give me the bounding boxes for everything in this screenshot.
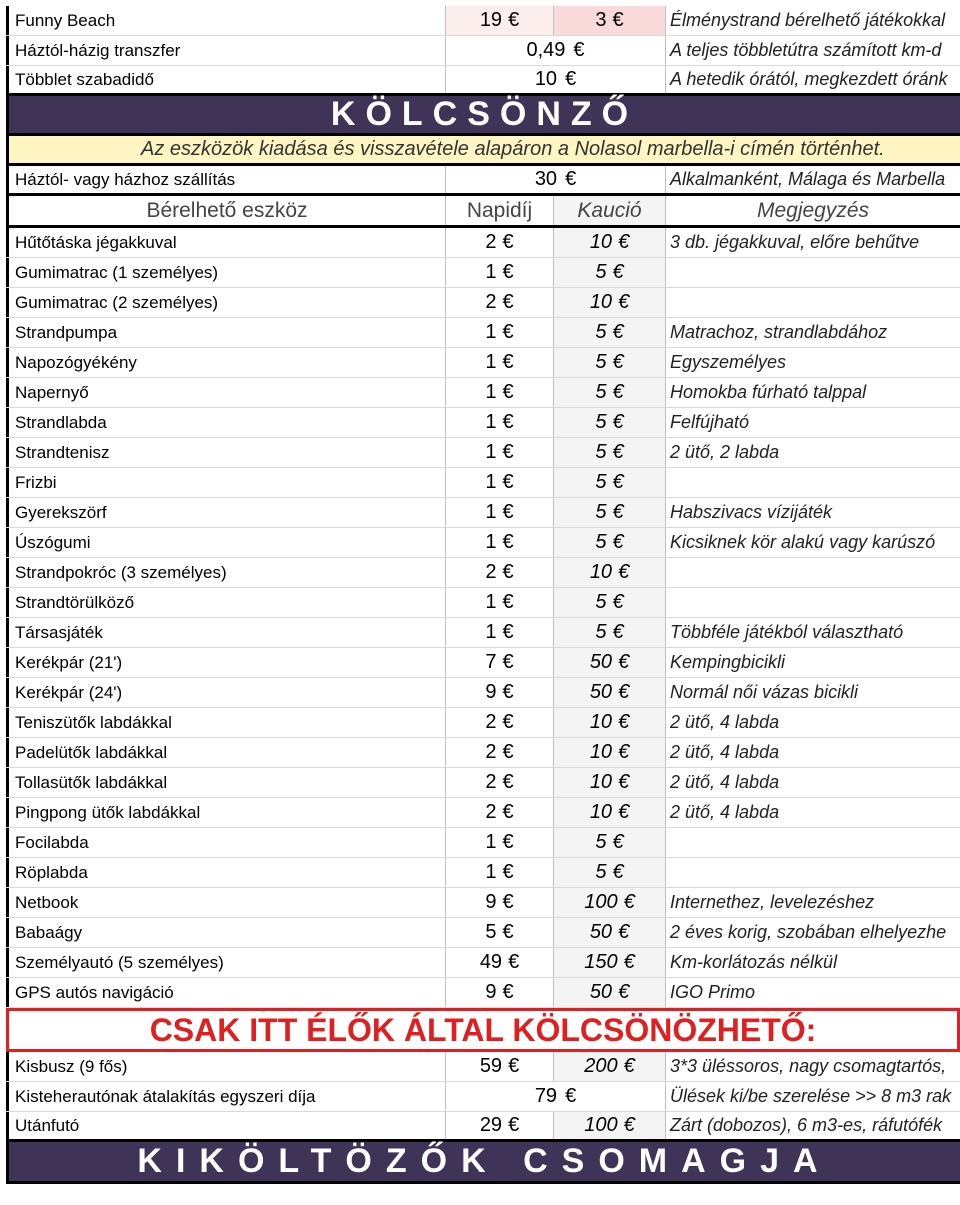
- note-cell: Zárt (dobozos), 6 m3-es, ráfutófék: [670, 1115, 943, 1135]
- deposit-value: 10: [589, 741, 613, 763]
- deposit-value: 5: [595, 471, 607, 493]
- euro-sign: €: [612, 861, 624, 883]
- note-cell: [666, 288, 960, 317]
- euro-sign: €: [502, 861, 514, 883]
- euro-sign: €: [508, 1114, 520, 1136]
- item-name: Kerékpár (21'): [6, 648, 446, 677]
- price-cell: [446, 588, 554, 617]
- deposit-cell: [554, 228, 666, 257]
- price-cell: [446, 558, 554, 587]
- item-name: Gyerekszörf: [6, 498, 446, 527]
- header-price: Napidíj: [446, 196, 554, 225]
- deposit-value: 10: [589, 711, 613, 733]
- price-cell: [446, 648, 554, 677]
- price-cell: [446, 768, 554, 797]
- note-cell: Normál női vázas bicikli: [670, 682, 859, 702]
- note-cell: 2 ütő, 4 labda: [670, 742, 780, 762]
- euro-sign: €: [573, 39, 585, 61]
- deposit-value: 10: [589, 231, 613, 253]
- deposit-value: 3: [595, 9, 607, 31]
- deposit-cell: [554, 408, 666, 437]
- price-cell: [446, 1112, 554, 1139]
- table-row: [6, 678, 960, 708]
- note-cell: A hetedik órától, megkezdett óránk: [670, 69, 948, 89]
- deposit-value: 10: [589, 561, 613, 583]
- note-cell: 2 ütő, 4 labda: [670, 772, 780, 792]
- euro-sign: €: [502, 231, 514, 253]
- euro-sign: €: [612, 621, 624, 643]
- price-value: 1: [485, 321, 497, 343]
- item-name: Strandlabda: [6, 408, 446, 437]
- item-name: Napozógyékény: [6, 348, 446, 377]
- item-name: Többlet szabadidő: [6, 66, 446, 93]
- euro-sign: €: [618, 681, 630, 703]
- note-cell: [666, 828, 960, 857]
- euro-sign: €: [502, 441, 514, 463]
- euro-sign: €: [502, 981, 514, 1003]
- euro-sign: €: [502, 831, 514, 853]
- item-name: Úszógumi: [6, 528, 446, 557]
- deposit-value: 100: [584, 891, 618, 913]
- euro-sign: €: [502, 351, 514, 373]
- price-value: 0,49: [526, 39, 566, 61]
- table-row: [6, 438, 960, 468]
- euro-sign: €: [502, 591, 514, 613]
- rental-table-header: [6, 196, 960, 228]
- item-name: Háztól- vagy házhoz szállítás: [6, 166, 446, 193]
- deposit-cell: [554, 738, 666, 767]
- table-row: [6, 588, 960, 618]
- table-row: [6, 828, 960, 858]
- deposit-cell: [554, 858, 666, 887]
- price-cell: [446, 888, 554, 917]
- price-value: 19: [479, 9, 503, 31]
- rental-items-list: [6, 228, 960, 1008]
- deposit-value: 200: [584, 1055, 618, 1077]
- euro-sign: €: [612, 831, 624, 853]
- row-minibus: [6, 1052, 960, 1082]
- price-value: 2: [485, 291, 497, 313]
- price-cell: [446, 858, 554, 887]
- price-value: 2: [485, 711, 497, 733]
- price-value: 9: [485, 891, 497, 913]
- deposit-cell: [554, 348, 666, 377]
- euro-sign: €: [618, 711, 630, 733]
- deposit-cell: [554, 378, 666, 407]
- deposit-cell: [554, 888, 666, 917]
- euro-sign: €: [612, 261, 624, 283]
- price-value: 29: [479, 1114, 503, 1136]
- euro-sign: €: [502, 741, 514, 763]
- item-name: Padelütők labdákkal: [6, 738, 446, 767]
- deposit-cell: [554, 798, 666, 827]
- price-cell: [446, 528, 554, 557]
- deposit-value: 5: [595, 831, 607, 853]
- euro-sign: €: [502, 471, 514, 493]
- deposit-value: 5: [595, 261, 607, 283]
- item-name: Frizbi: [6, 468, 446, 497]
- item-name: Funny Beach: [6, 6, 446, 35]
- euro-sign: €: [508, 1055, 520, 1077]
- rental-section-title: KÖLCSÖNZŐ: [6, 96, 960, 136]
- euro-sign: €: [565, 168, 577, 190]
- locals-only-title: CSAK ITT ÉLŐK ÁLTAL KÖLCSÖNÖZHETŐ:: [6, 1008, 960, 1052]
- deposit-cell: [554, 318, 666, 347]
- item-name: Strandtörülköző: [6, 588, 446, 617]
- item-name: Pingpong ütők labdákkal: [6, 798, 446, 827]
- deposit-value: 5: [595, 441, 607, 463]
- euro-sign: €: [618, 561, 630, 583]
- price-value: 1: [485, 861, 497, 883]
- merged-price-cell: [446, 66, 666, 93]
- price-value: 2: [485, 801, 497, 823]
- deposit-cell: [554, 948, 666, 977]
- euro-sign: €: [623, 1055, 635, 1077]
- price-cell: [446, 498, 554, 527]
- item-name: Hűtőtáska jégakkuval: [6, 228, 446, 257]
- note-cell: Élménystrand bérelhető játékokkal: [670, 10, 946, 30]
- deposit-cell: [554, 588, 666, 617]
- table-row: [6, 618, 960, 648]
- euro-sign: €: [612, 351, 624, 373]
- deposit-value: 5: [595, 621, 607, 643]
- deposit-cell: [554, 648, 666, 677]
- euro-sign: €: [502, 411, 514, 433]
- item-name: Tollasütők labdákkal: [6, 768, 446, 797]
- deposit-value: 5: [595, 861, 607, 883]
- note-cell: 2 ütő, 4 labda: [670, 802, 780, 822]
- euro-sign: €: [508, 9, 520, 31]
- price-value: 2: [485, 771, 497, 793]
- table-row: [6, 348, 960, 378]
- price-cell: [446, 618, 554, 647]
- note-cell: A teljes többletútra számított km-d: [670, 40, 942, 60]
- price-value: 9: [485, 681, 497, 703]
- note-cell: 3 db. jégakkuval, előre behűtve: [670, 232, 920, 252]
- euro-sign: €: [502, 801, 514, 823]
- price-cell: [446, 318, 554, 347]
- price-cell: [446, 288, 554, 317]
- price-value: 79: [534, 1085, 558, 1107]
- item-name: Netbook: [6, 888, 446, 917]
- euro-sign: €: [502, 681, 514, 703]
- euro-sign: €: [502, 501, 514, 523]
- deposit-value: 5: [595, 501, 607, 523]
- moving-package-title: KIKÖLTÖZŐK CSOMAGJA: [6, 1142, 960, 1184]
- price-value: 1: [485, 591, 497, 613]
- deposit-cell: [554, 498, 666, 527]
- price-value: 9: [485, 981, 497, 1003]
- item-name: Strandtenisz: [6, 438, 446, 467]
- item-name: Babaágy: [6, 918, 446, 947]
- merged-price-cell: [446, 1082, 666, 1111]
- deposit-value: 50: [589, 981, 613, 1003]
- deposit-cell: [554, 438, 666, 467]
- merged-price-cell: [446, 36, 666, 65]
- euro-sign: €: [623, 1114, 635, 1136]
- euro-sign: €: [502, 891, 514, 913]
- price-cell: [446, 228, 554, 257]
- deposit-value: 5: [595, 531, 607, 553]
- deposit-cell: [554, 828, 666, 857]
- price-value: 2: [485, 561, 497, 583]
- euro-sign: €: [612, 471, 624, 493]
- note-cell: Km-korlátozás nélkül: [670, 952, 838, 972]
- price-cell: [446, 828, 554, 857]
- price-cell: [446, 258, 554, 287]
- euro-sign: €: [612, 591, 624, 613]
- item-name: Röplabda: [6, 858, 446, 887]
- item-name: Háztól-házig transzfer: [6, 36, 446, 65]
- item-name: Személyautó (5 személyes): [6, 948, 446, 977]
- euro-sign: €: [612, 501, 624, 523]
- deposit-cell: [554, 768, 666, 797]
- table-row: [6, 468, 960, 498]
- table-row: [6, 708, 960, 738]
- deposit-value: 50: [589, 921, 613, 943]
- row-trailer: [6, 1112, 960, 1142]
- euro-sign: €: [612, 411, 624, 433]
- price-value: 1: [485, 501, 497, 523]
- deposit-cell: [554, 528, 666, 557]
- note-cell: [666, 858, 960, 887]
- row-van-conversion: [6, 1082, 960, 1112]
- item-name: Utánfutó: [6, 1112, 446, 1139]
- deposit-cell: [554, 288, 666, 317]
- price-cell: [446, 918, 554, 947]
- price-cell: [446, 948, 554, 977]
- euro-sign: €: [502, 261, 514, 283]
- deposit-value: 50: [589, 681, 613, 703]
- note-cell: IGO Primo: [670, 982, 756, 1002]
- deposit-value: 50: [589, 651, 613, 673]
- price-value: 49: [479, 951, 503, 973]
- deposit-cell: [554, 6, 666, 35]
- euro-sign: €: [508, 951, 520, 973]
- table-row: [6, 948, 960, 978]
- price-cell: [446, 978, 554, 1007]
- euro-sign: €: [618, 741, 630, 763]
- deposit-value: 150: [584, 951, 618, 973]
- note-cell: Többféle játékból választható: [670, 622, 904, 642]
- note-cell: Egyszemélyes: [670, 352, 787, 372]
- deposit-value: 5: [595, 321, 607, 343]
- item-name: Gumimatrac (2 személyes): [6, 288, 446, 317]
- euro-sign: €: [612, 321, 624, 343]
- deposit-value: 5: [595, 591, 607, 613]
- price-cell: [446, 6, 554, 35]
- table-row: [6, 528, 960, 558]
- item-name: Strandpokróc (3 személyes): [6, 558, 446, 587]
- note-cell: 2 ütő, 2 labda: [670, 442, 780, 462]
- euro-sign: €: [502, 921, 514, 943]
- deposit-cell: [554, 618, 666, 647]
- note-cell: 2 éves korig, szobában elhelyezhe: [670, 922, 947, 942]
- table-row: [6, 918, 960, 948]
- item-name: Társasjáték: [6, 618, 446, 647]
- euro-sign: €: [502, 771, 514, 793]
- deposit-value: 10: [589, 291, 613, 313]
- item-name: Kisbusz (9 fős): [6, 1052, 446, 1081]
- price-value: 2: [485, 231, 497, 253]
- deposit-cell: [554, 258, 666, 287]
- price-cell: [446, 678, 554, 707]
- deposit-value: 100: [584, 1114, 618, 1136]
- euro-sign: €: [623, 951, 635, 973]
- deposit-value: 5: [595, 351, 607, 373]
- table-row: [6, 558, 960, 588]
- price-value: 1: [485, 381, 497, 403]
- price-value: 5: [485, 921, 497, 943]
- note-cell: [666, 258, 960, 287]
- euro-sign: €: [502, 531, 514, 553]
- price-cell: [446, 1052, 554, 1081]
- price-value: 7: [485, 651, 497, 673]
- euro-sign: €: [618, 231, 630, 253]
- euro-sign: €: [618, 981, 630, 1003]
- euro-sign: €: [565, 1085, 577, 1107]
- table-row: [6, 318, 960, 348]
- euro-sign: €: [618, 291, 630, 313]
- item-name: Focilabda: [6, 828, 446, 857]
- note-cell: Habszivacs vízijáték: [670, 502, 833, 522]
- row-delivery: [6, 166, 960, 196]
- price-cell: [446, 468, 554, 497]
- header-deposit: Kaució: [554, 196, 666, 225]
- table-row: [6, 798, 960, 828]
- table-row: [6, 738, 960, 768]
- price-value: 1: [485, 471, 497, 493]
- price-cell: [446, 738, 554, 767]
- note-cell: 3*3 üléssoros, nagy csomagtartós,: [670, 1056, 947, 1076]
- euro-sign: €: [618, 771, 630, 793]
- deposit-cell: [554, 1052, 666, 1081]
- note-cell: Kempingbicikli: [670, 652, 786, 672]
- deposit-cell: [554, 678, 666, 707]
- deposit-value: 10: [589, 771, 613, 793]
- price-value: 1: [485, 351, 497, 373]
- deposit-cell: [554, 1112, 666, 1139]
- euro-sign: €: [618, 651, 630, 673]
- note-cell: 2 ütő, 4 labda: [670, 712, 780, 732]
- table-row: [6, 498, 960, 528]
- note-cell: Matrachoz, strandlabdához: [670, 322, 888, 342]
- euro-sign: €: [502, 321, 514, 343]
- note-cell: Felfújható: [670, 412, 750, 432]
- table-row: [6, 228, 960, 258]
- deposit-value: 10: [589, 801, 613, 823]
- table-row: [6, 768, 960, 798]
- note-cell: [666, 468, 960, 497]
- euro-sign: €: [502, 711, 514, 733]
- price-cell: [446, 348, 554, 377]
- euro-sign: €: [502, 621, 514, 643]
- table-row: [6, 288, 960, 318]
- item-name: Gumimatrac (1 személyes): [6, 258, 446, 287]
- note-cell: Ülések ki/be szerelése >> 8 m3 rak: [670, 1086, 952, 1106]
- table-row: [6, 258, 960, 288]
- euro-sign: €: [612, 531, 624, 553]
- row-extra-time: [6, 66, 960, 96]
- header-item: Bérelhető eszköz: [6, 196, 446, 225]
- price-value: 1: [485, 531, 497, 553]
- rental-notice: Az eszközök kiadása és visszavétele alapáron a Nolasol marbella-i címén történhet.: [6, 136, 960, 166]
- euro-sign: €: [612, 441, 624, 463]
- table-row: [6, 648, 960, 678]
- item-name: Strandpumpa: [6, 318, 446, 347]
- price-value: 1: [485, 261, 497, 283]
- price-value: 59: [479, 1055, 503, 1077]
- deposit-cell: [554, 468, 666, 497]
- merged-price-cell: [446, 166, 666, 193]
- euro-sign: €: [623, 891, 635, 913]
- euro-sign: €: [618, 801, 630, 823]
- item-name: GPS autós navigáció: [6, 978, 446, 1007]
- note-cell: Internethez, levelezéshez: [670, 892, 875, 912]
- table-row: [6, 378, 960, 408]
- note-cell: [666, 558, 960, 587]
- table-row: [6, 888, 960, 918]
- deposit-value: 5: [595, 381, 607, 403]
- euro-sign: €: [502, 291, 514, 313]
- table-row: [6, 978, 960, 1008]
- price-cell: [446, 798, 554, 827]
- euro-sign: €: [502, 381, 514, 403]
- deposit-cell: [554, 978, 666, 1007]
- price-cell: [446, 708, 554, 737]
- note-cell: Kicsiknek kör alakú vagy karúszó: [670, 532, 936, 552]
- table-row: [6, 858, 960, 888]
- table-row: [6, 408, 960, 438]
- deposit-cell: [554, 558, 666, 587]
- price-value: 30: [534, 168, 558, 190]
- price-value: 2: [485, 741, 497, 763]
- price-value: 1: [485, 411, 497, 433]
- row-funny-beach: [6, 6, 960, 36]
- euro-sign: €: [612, 381, 624, 403]
- note-cell: Homokba fúrható talppal: [670, 382, 867, 402]
- deposit-cell: [554, 708, 666, 737]
- note-cell: Alkalmanként, Málaga és Marbella: [670, 169, 946, 189]
- header-note: Megjegyzés: [756, 198, 870, 222]
- euro-sign: €: [565, 68, 577, 90]
- deposit-value: 5: [595, 411, 607, 433]
- item-name: Kisteherautónak átalakítás egyszeri díja: [6, 1082, 446, 1111]
- note-cell: [666, 588, 960, 617]
- price-value: 10: [534, 68, 558, 90]
- euro-sign: €: [618, 921, 630, 943]
- euro-sign: €: [502, 561, 514, 583]
- euro-sign: €: [612, 9, 624, 31]
- euro-sign: €: [502, 651, 514, 673]
- price-value: 1: [485, 441, 497, 463]
- price-cell: [446, 378, 554, 407]
- row-transfer: [6, 36, 960, 66]
- price-value: 1: [485, 831, 497, 853]
- price-cell: [446, 438, 554, 467]
- deposit-cell: [554, 918, 666, 947]
- item-name: Napernyő: [6, 378, 446, 407]
- price-cell: [446, 408, 554, 437]
- price-value: 1: [485, 621, 497, 643]
- item-name: Teniszütők labdákkal: [6, 708, 446, 737]
- item-name: Kerékpár (24'): [6, 678, 446, 707]
